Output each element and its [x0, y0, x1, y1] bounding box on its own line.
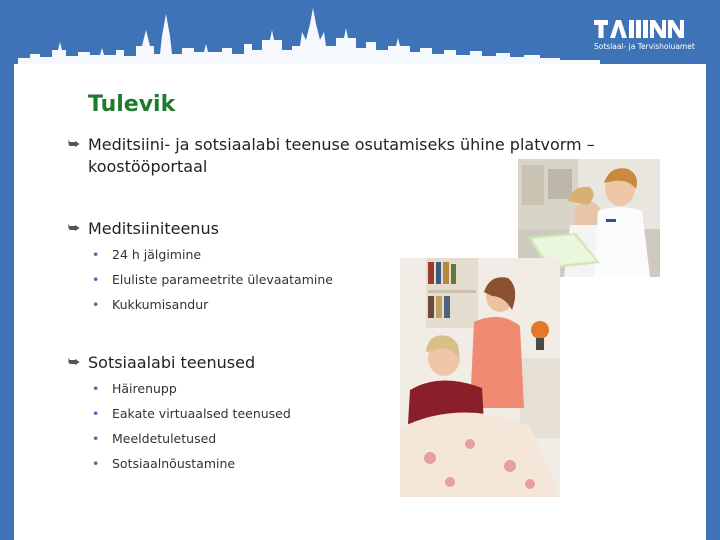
dot-bullet-icon: • [92, 431, 100, 446]
list-item [92, 431, 216, 446]
arrow-bullet-icon: ⮩ [68, 221, 81, 236]
arrow-bullet-icon: ⮩ [68, 137, 81, 152]
list-item-text: Eakate virtuaalsed teenused [112, 406, 291, 421]
frame-left [0, 0, 14, 540]
list-item [92, 272, 333, 287]
section-3-heading: Sotsiaalabi teenused [88, 353, 256, 372]
logo-wordmark [594, 14, 686, 40]
list-item-text: Meeldetuletused [112, 431, 217, 446]
section-2-heading: Meditsiiniteenus [88, 219, 219, 238]
dot-bullet-icon: • [92, 297, 100, 312]
logo-subtitle: Sotsiaal- ja Tervishoiuamet [594, 42, 695, 51]
arrow-bullet-icon: ⮩ [68, 355, 81, 370]
caregiver-photo [400, 258, 560, 497]
tallinn-logo [594, 14, 704, 56]
dot-bullet-icon: • [92, 381, 100, 396]
list-item [92, 406, 291, 421]
list-item [92, 381, 177, 396]
list-item-text: Sotsiaalnõustamine [112, 456, 236, 471]
dot-bullet-icon: • [92, 456, 100, 471]
list-item-text: 24 h jälgimine [112, 247, 202, 262]
list-item [92, 247, 201, 262]
dot-bullet-icon: • [92, 247, 100, 262]
list-item-text: Eluliste parameetrite ülevaatamine [112, 272, 333, 287]
header-bar [0, 0, 720, 64]
section-1-heading: Meditsiini- ja sotsiaalabi teenuse osutamiseks ühine platvorm – koostööportaal [88, 135, 595, 176]
list-item [92, 456, 235, 471]
frame-right [706, 0, 720, 540]
slide-title: Tulevik [88, 92, 176, 117]
list-item-text: Kukkumisandur [112, 297, 209, 312]
dot-bullet-icon: • [92, 272, 100, 287]
list-item [92, 297, 208, 312]
list-item-text: Häirenupp [112, 381, 177, 396]
dot-bullet-icon: • [92, 406, 100, 421]
tallinn-wordmark-icon [594, 18, 686, 40]
